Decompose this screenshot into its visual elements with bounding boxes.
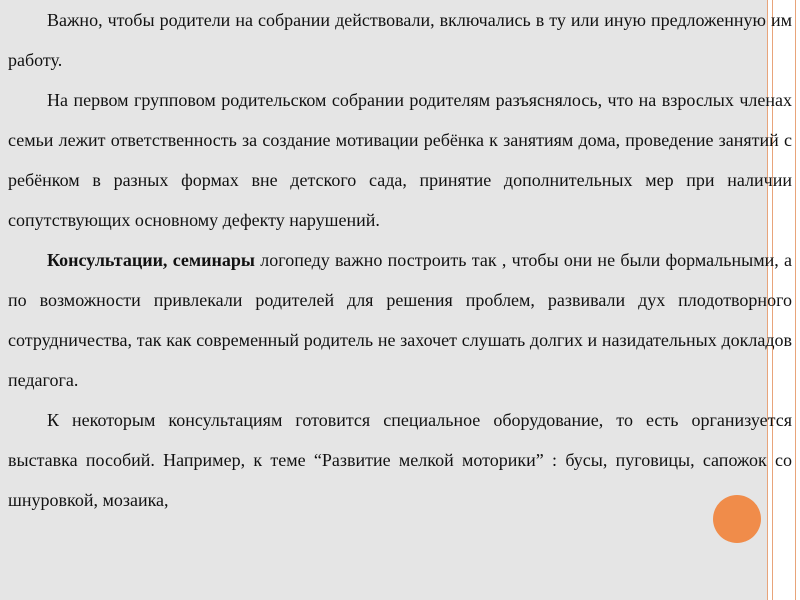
paragraph-1: Важно, чтобы родители на собрании действовали, включались в ту или иную предложенную им работу. — [8, 10, 792, 70]
paragraph-4: К некоторым консультациям готовится специальное оборудование, то есть организуется выставка пособий. Например, к теме “Развитие мелкой моторики” : бусы, пуговицы, сапожок со шнуровкой, мозаика, — [8, 410, 792, 510]
decorative-line — [795, 0, 796, 600]
bold-term: Консультации, семинары — [47, 250, 255, 270]
slide-body-text — [8, 0, 792, 520]
paragraph-3-text: логопеду важно построить так , чтобы они не были формальными, а по возможности привлекали родителей для решения проблем, развивали дух плодотворного сотрудничества, так как современный родитель не захочет слушать долгих и назидательных докладов педагога. — [8, 250, 793, 390]
paragraph-2: На первом групповом родительском собрании родителям разъяснялось, что на взрослых членах семьи лежит ответственность за создание мотивации ребёнка к занятиям дома, проведение занятий с ребёнком в разных формах вне детского сада, принятие дополнительных мер при наличии сопутствующих основному дефекту нарушений. — [8, 90, 792, 230]
paragraph-3 — [8, 240, 792, 400]
orange-circle-decoration — [713, 495, 761, 543]
